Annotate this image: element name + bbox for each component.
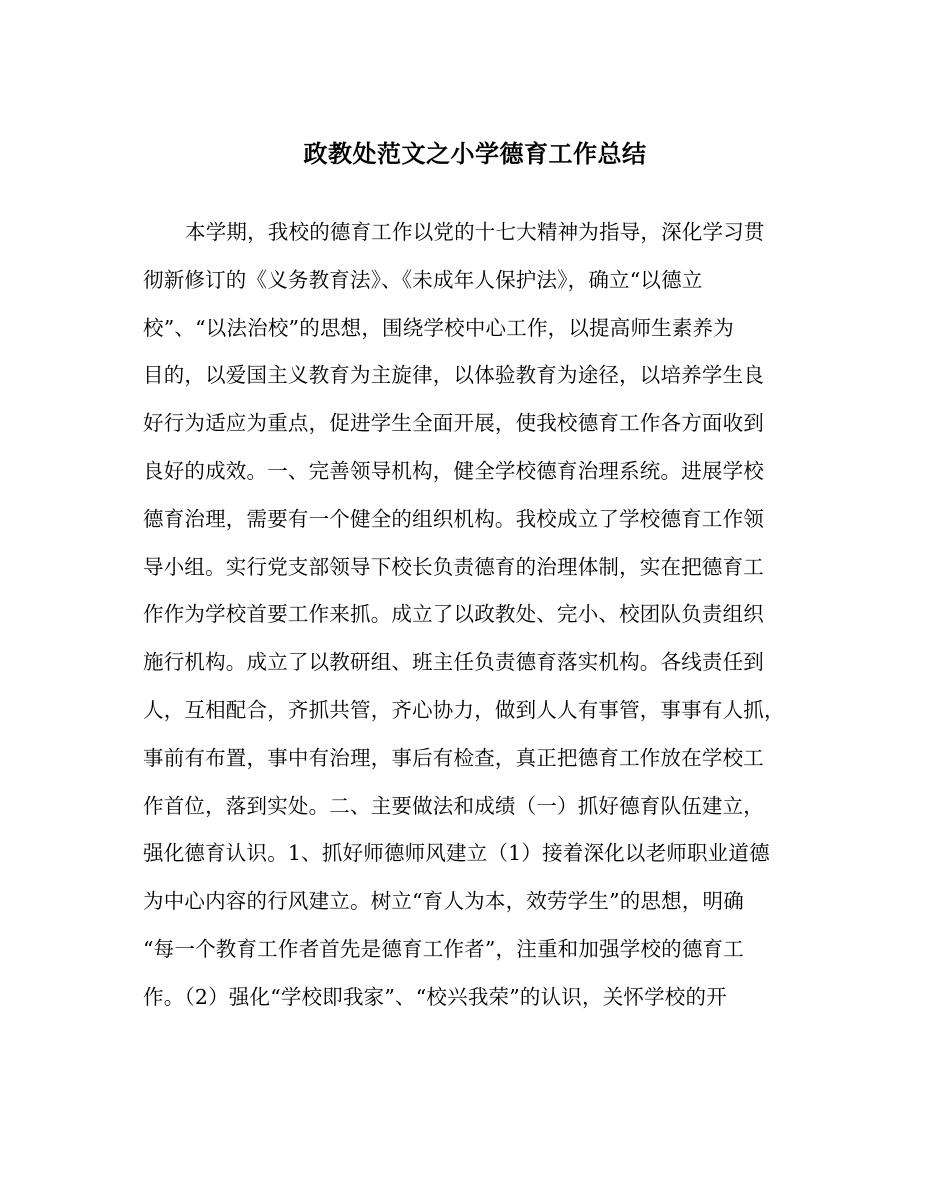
document-title: 政教处范文之小学德育工作总结: [303, 140, 647, 168]
body-line: 作首位，落到实处。二、主要做法和成绩（一）抓好德育队伍建立，: [143, 793, 764, 818]
body-line: 本学期，我校的德育工作以党的十七大精神为指导，深化学习贯: [185, 220, 765, 244]
document-body: [143, 217, 823, 1030]
body-line: 良好的成效。一、完善领导机构，健全学校德育治理系统。进展学校: [143, 458, 764, 483]
body-line: 作。（2）强化“学校即我家”、“校兴我荣”的认识，关怀学校的开: [143, 984, 727, 1009]
body-line: 校”、“以法治校”的思想，围绕学校中心工作，以提高师生素养为: [143, 315, 734, 340]
body-line: 德育治理，需要有一个健全的组织机构。我校成立了学校德育工作领: [143, 506, 764, 531]
body-line: 施行机构。成立了以教研组、班主任负责德育落实机构。各线责任到: [143, 650, 764, 675]
body-line: 导小组。实行党支部领导下校长负责德育的治理体制，实在把德育工: [143, 554, 764, 579]
body-line: 好行为适应为重点，促进学生全面开展，使我校德育工作各方面收到: [143, 411, 764, 436]
body-line: 强化德育认识。1、抓好师德师风建立（1）接着深化以老师职业道德: [143, 841, 770, 866]
body-line: 人，互相配合，齐抓共管，齐心协力，做到人人有事管，事事有人抓，: [143, 697, 785, 722]
body-line: 彻新修订的《义务教育法》、《未成年人保护法》，确立“以德立: [143, 267, 703, 292]
body-line: 作作为学校首要工作来抓。成立了以政教处、完小、校团队负责组织: [143, 602, 764, 627]
body-line: “每一个教育工作者首先是德育工作者”，注重和加强学校的德育工: [143, 936, 744, 961]
body-line: 事前有布置，事中有治理，事后有检查，真正把德育工作放在学校工: [143, 745, 764, 770]
body-line: 目的，以爱国主义教育为主旋律，以体验教育为途径，以培养学生良: [143, 363, 764, 388]
body-line: 为中心内容的行风建立。树立“育人为本，效劳学生”的思想，明确: [143, 889, 744, 914]
